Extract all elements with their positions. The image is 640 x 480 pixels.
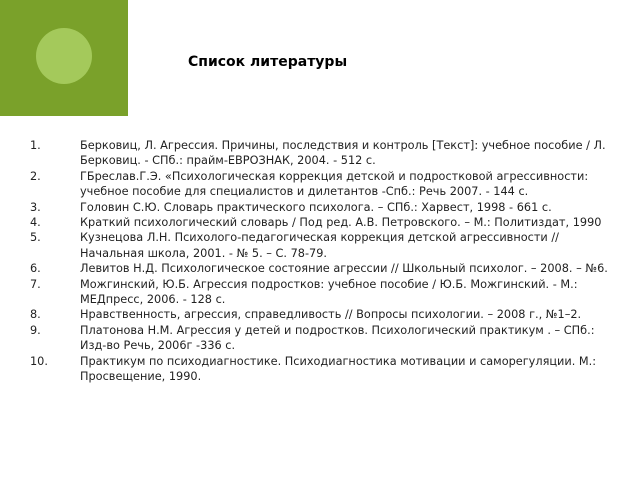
reference-number: 3.: [30, 200, 41, 214]
reference-number: 4.: [30, 216, 41, 230]
reference-item: [30, 354, 620, 385]
reference-item: [30, 169, 620, 200]
reference-item: [30, 230, 620, 261]
reference-text: Можгинский, Ю.Б. Агрессия подростков: учебное пособие / Ю.Б. Можгинский. - М.: МЕДпресс, 2006. - 128 с.: [80, 277, 578, 307]
reference-text: Практикум по психодиагностике. Психодиагностика мотивации и саморегуляции. М.: Просвещение, 1990.: [80, 354, 597, 384]
reference-number: 7.: [30, 277, 41, 291]
reference-number: 1.: [30, 139, 41, 152]
reference-text: Головин С.Ю. Словарь практического психолога. – СПб.: Харвест, 1998 - 661 с.: [80, 200, 552, 214]
reference-number: 10.: [30, 354, 48, 368]
reference-item: [30, 215, 620, 230]
reference-text: Кузнецова Л.Н. Психолого-педагогическая коррекция детской агрессивности //Начальная школа, 2001. - № 5. – С. 78-79.: [80, 231, 559, 260]
reference-item: [30, 200, 620, 215]
reference-number: 9.: [30, 323, 41, 337]
reference-item: [30, 323, 620, 354]
reference-text: Краткий психологический словарь / Под ред. А.В. Петровского. – М.: Политиздат, 1990: [80, 216, 602, 230]
reference-number: 5.: [30, 231, 41, 245]
slide-title: Список литературы: [188, 54, 348, 70]
reference-list: [30, 138, 620, 385]
decorative-circle: [36, 28, 92, 84]
reference-item: [30, 307, 620, 322]
reference-number: 6.: [30, 262, 41, 276]
reference-item: [30, 138, 620, 169]
reference-item: [30, 277, 620, 308]
reference-item: [30, 261, 620, 276]
reference-number: 2.: [30, 169, 41, 183]
reference-text: Нравственность, агрессия, справедливость // Вопросы психологии. – 2008 г., №1–2.: [80, 308, 582, 322]
reference-text: Берковиц, Л. Агрессия. Причины, последствия и контроль [Текст]: учебное пособие / Л. Берковиц. - СПб.: прайм-ЕВРОЗНАК, 2004. - 512 с.: [80, 139, 606, 168]
reference-text: ГБреслав.Г.Э. «Психологическая коррекция детской и подростковой агрессивности: учебное пособие для специалистов и дилетантов -Спб.: Речь 2007. - 144 с.: [80, 169, 589, 199]
reference-text: Левитов Н.Д. Психологическое состояние агрессии // Школьный психолог. – 2008. – №6.: [80, 262, 608, 276]
decorative-corner-block: [0, 0, 128, 116]
reference-number: 8.: [30, 308, 41, 322]
reference-text: Платонова Н.М. Агрессия у детей и подростков. Психологический практикум . – СПб.: Изд-во Речь, 2006г -336 с.: [80, 323, 595, 353]
